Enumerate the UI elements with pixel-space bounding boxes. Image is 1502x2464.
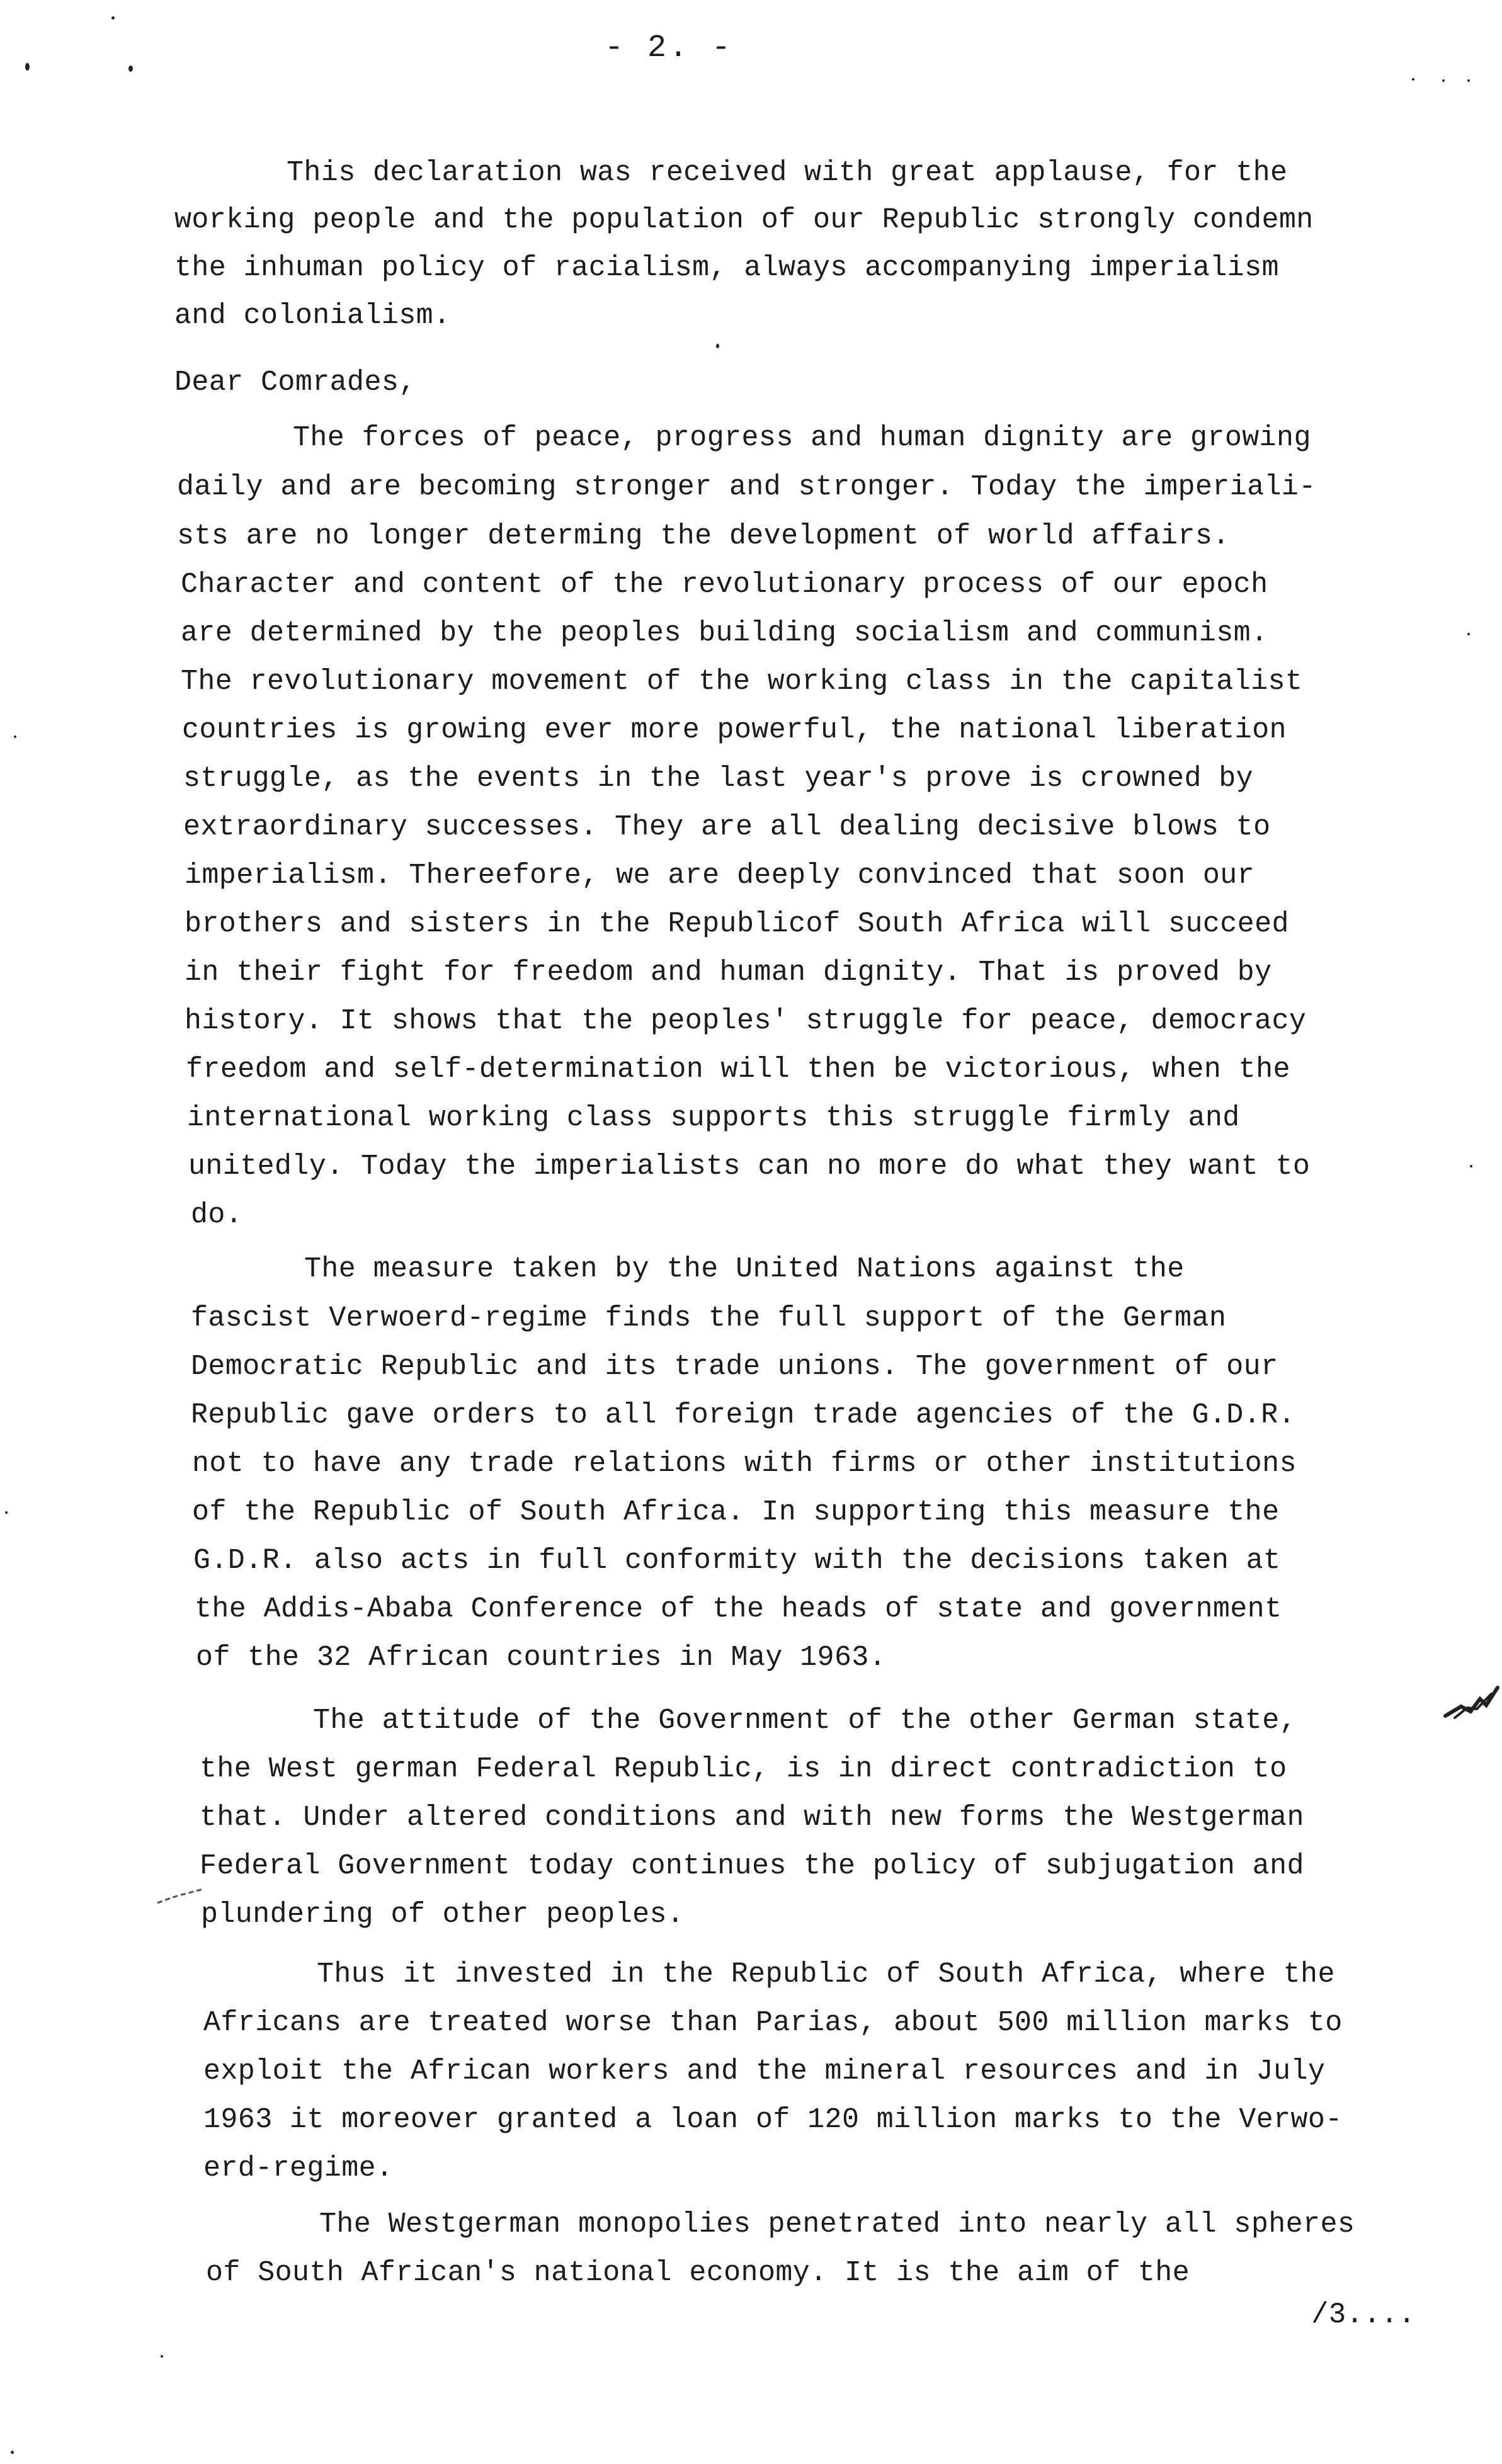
scan-speck: [1470, 1165, 1472, 1167]
text-line: the Addis-Ababa Conference of the heads of state and government: [195, 1593, 1282, 1625]
margin-pencil-mark: [155, 1883, 205, 1908]
text-line: freedom and self-determination will then be victorious, when the: [186, 1053, 1290, 1086]
text-line: Republic gave orders to all foreign trade agencies of the G.D.R.: [191, 1399, 1295, 1431]
text-line: working people and the population of our Republic strongly condemn: [174, 204, 1314, 236]
text-line: international working class supports this struggle firmly and: [187, 1102, 1240, 1134]
scan-speck: [1467, 633, 1470, 635]
text-line: do.: [191, 1199, 243, 1231]
text-line: brothers and sisters in the Republicof South Africa will succeed: [185, 908, 1289, 940]
text-line: in their fight for freedom and human dignity. That is proved by: [185, 957, 1272, 989]
salutation: Dear Comrades,: [174, 366, 416, 399]
text-line: This declaration was received with great applause, for the: [287, 157, 1288, 189]
text-line: G.D.R. also acts in full conformity with the decisions taken at: [193, 1545, 1281, 1577]
text-line: plundering of other peoples.: [201, 1899, 685, 1931]
text-line: exploit the African workers and the mineral resources and in July: [203, 2055, 1326, 2087]
text-line: are determined by the peoples building socialism and communism.: [181, 617, 1268, 649]
text-line: unitedly. Today the imperialists can no more do what they want to: [188, 1150, 1311, 1183]
scan-speck: [161, 2355, 163, 2358]
text-line: Democratic Republic and its trade unions. The government of our: [191, 1351, 1278, 1383]
text-line: not to have any trade relations with firms or other institutions: [192, 1448, 1297, 1480]
text-line: The revolutionary movement of the working class in the capitalist: [181, 666, 1303, 698]
text-line: daily and are becoming stronger and stronger. Today the imperiali-: [177, 471, 1316, 503]
scan-speck: [716, 344, 719, 348]
text-line: countries is growing ever more powerful, the national liberation: [182, 714, 1287, 746]
text-line: of the 32 African countries in May 1963.: [196, 1642, 887, 1674]
scan-speck: [128, 65, 133, 72]
scan-speck: [11, 2451, 14, 2454]
scan-speck: [1412, 78, 1414, 81]
text-line: Character and content of the revolutionary process of our epoch: [181, 569, 1268, 601]
text-line: Thus it invested in the Republic of South Africa, where the: [317, 1958, 1335, 1990]
scan-speck: [14, 735, 16, 738]
scan-speck: [111, 16, 115, 20]
text-line: the inhuman policy of racialism, always accompanying imperialism: [174, 252, 1279, 284]
text-line: The Westgerman monopolies penetrated into nearly all spheres: [319, 2208, 1355, 2240]
text-line: of the Republic of South Africa. In supporting this measure the: [192, 1496, 1280, 1528]
text-line: struggle, as the events in the last year's prove is crowned by: [183, 763, 1254, 795]
text-line: Federal Government today continues the policy of subjugation and: [200, 1850, 1304, 1882]
text-line: history. It shows that the peoples' struggle for peace, democracy: [185, 1005, 1307, 1037]
text-line: The attitude of the Government of the other German state,: [313, 1705, 1297, 1737]
text-line: extraordinary successes. They are all dealing decisive blows to: [183, 811, 1271, 843]
text-line: and colonialism.: [174, 300, 451, 332]
text-line: that. Under altered conditions and with new forms the Westgerman: [200, 1802, 1304, 1834]
text-line: of South African's national economy. It is the aim of the: [206, 2257, 1190, 2289]
scan-speck: [25, 63, 30, 71]
text-line: the West german Federal Republic, is in direct contradiction to: [200, 1753, 1287, 1785]
text-line: 1963 it moreover granted a loan of 120 million marks to the Verwo-: [203, 2104, 1343, 2136]
page-number: - 2. -: [605, 30, 734, 66]
scan-speck: [5, 1511, 8, 1514]
text-line: The measure taken by the United Nations against the: [304, 1253, 1185, 1285]
scan-speck: [1467, 79, 1470, 82]
text-line: erd-regime.: [203, 2152, 394, 2184]
margin-scribble: [1442, 1681, 1502, 1725]
continuation-reference: /3....: [1311, 2298, 1416, 2331]
text-line: fascist Verwoerd-regime finds the full support of the German: [191, 1302, 1227, 1334]
text-line: imperialism. Thereefore, we are deeply convinced that soon our: [185, 860, 1255, 892]
text-line: sts are no longer determing the development of world affairs.: [177, 520, 1230, 552]
scan-speck: [1442, 79, 1445, 82]
text-line: Africans are treated worse than Parias, about 500 million marks to: [203, 2007, 1343, 2039]
text-line: The forces of peace, progress and human dignity are growing: [293, 422, 1311, 454]
